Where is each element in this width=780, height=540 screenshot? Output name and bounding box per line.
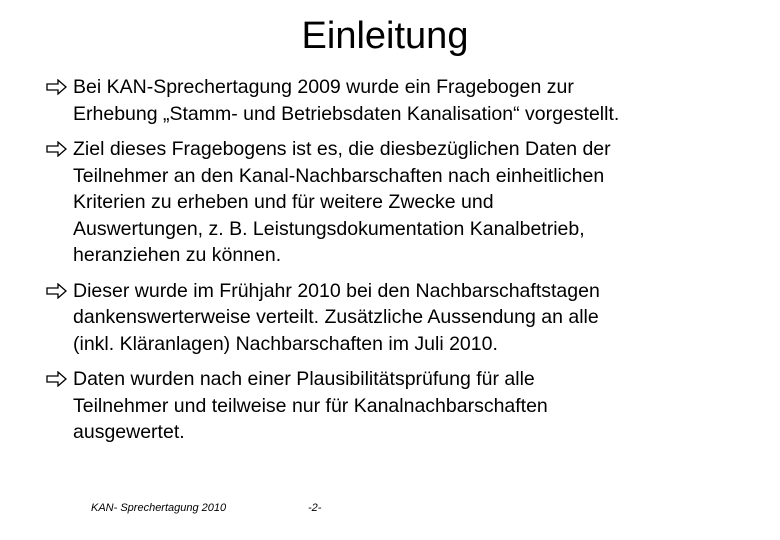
- bullet-text-line: (inkl. Kläranlagen) Nachbarschaften im Juli 2010.: [73, 332, 498, 355]
- bullet-text-line: dankenswerterweise verteilt. Zusätzliche Aussendung an alle: [73, 306, 599, 328]
- bullet-text-line: Auswertungen, z. B. Leistungsdokumentation Kanalbetrieb,: [73, 217, 585, 240]
- bullet-text-line: Teilnehmer und teilweise nur für Kanalnachbarschaften: [73, 394, 548, 417]
- bullet-text-line: Erhebung „Stamm- und Betriebsdaten Kanalisation“ vorgestellt.: [73, 102, 620, 125]
- bullet-text-line: Kriterien zu erheben und für weitere Zwecke und: [73, 191, 494, 213]
- slide-title: Einleitung: [301, 15, 469, 57]
- bullet-item: [46, 278, 766, 358]
- hollow-arrow-right-icon: [46, 371, 68, 387]
- bullet-item: [46, 366, 766, 446]
- bullet-text-line: Teilnehmer an den Kanal-Nachbarschaften nach einheitlichen: [73, 164, 605, 187]
- bullet-list: [46, 74, 766, 455]
- bullet-item: [46, 136, 766, 269]
- footer-event-name: KAN- Sprechertagung 2010: [91, 502, 227, 514]
- bullet-text-line: Bei KAN-Sprechertagung 2009 wurde ein Fragebogen zur: [73, 76, 574, 98]
- hollow-arrow-right-icon: [46, 283, 68, 299]
- bullet-text-line: Dieser wurde im Frühjahr 2010 bei den Nachbarschaftstagen: [73, 279, 600, 302]
- bullet-text-line: Daten wurden nach einer Plausibilitätsprüfung für alle: [73, 368, 535, 390]
- bullet-text-line: Ziel dieses Fragebogens ist es, die diesbezüglichen Daten der: [73, 138, 611, 160]
- bullet-item: [46, 74, 766, 127]
- bullet-text-line: heranziehen zu können.: [73, 244, 282, 266]
- hollow-arrow-right-icon: [46, 141, 68, 157]
- footer-page-number: -2-: [308, 502, 322, 514]
- bullet-text-line: ausgewertet.: [73, 421, 185, 443]
- hollow-arrow-right-icon: [46, 79, 68, 95]
